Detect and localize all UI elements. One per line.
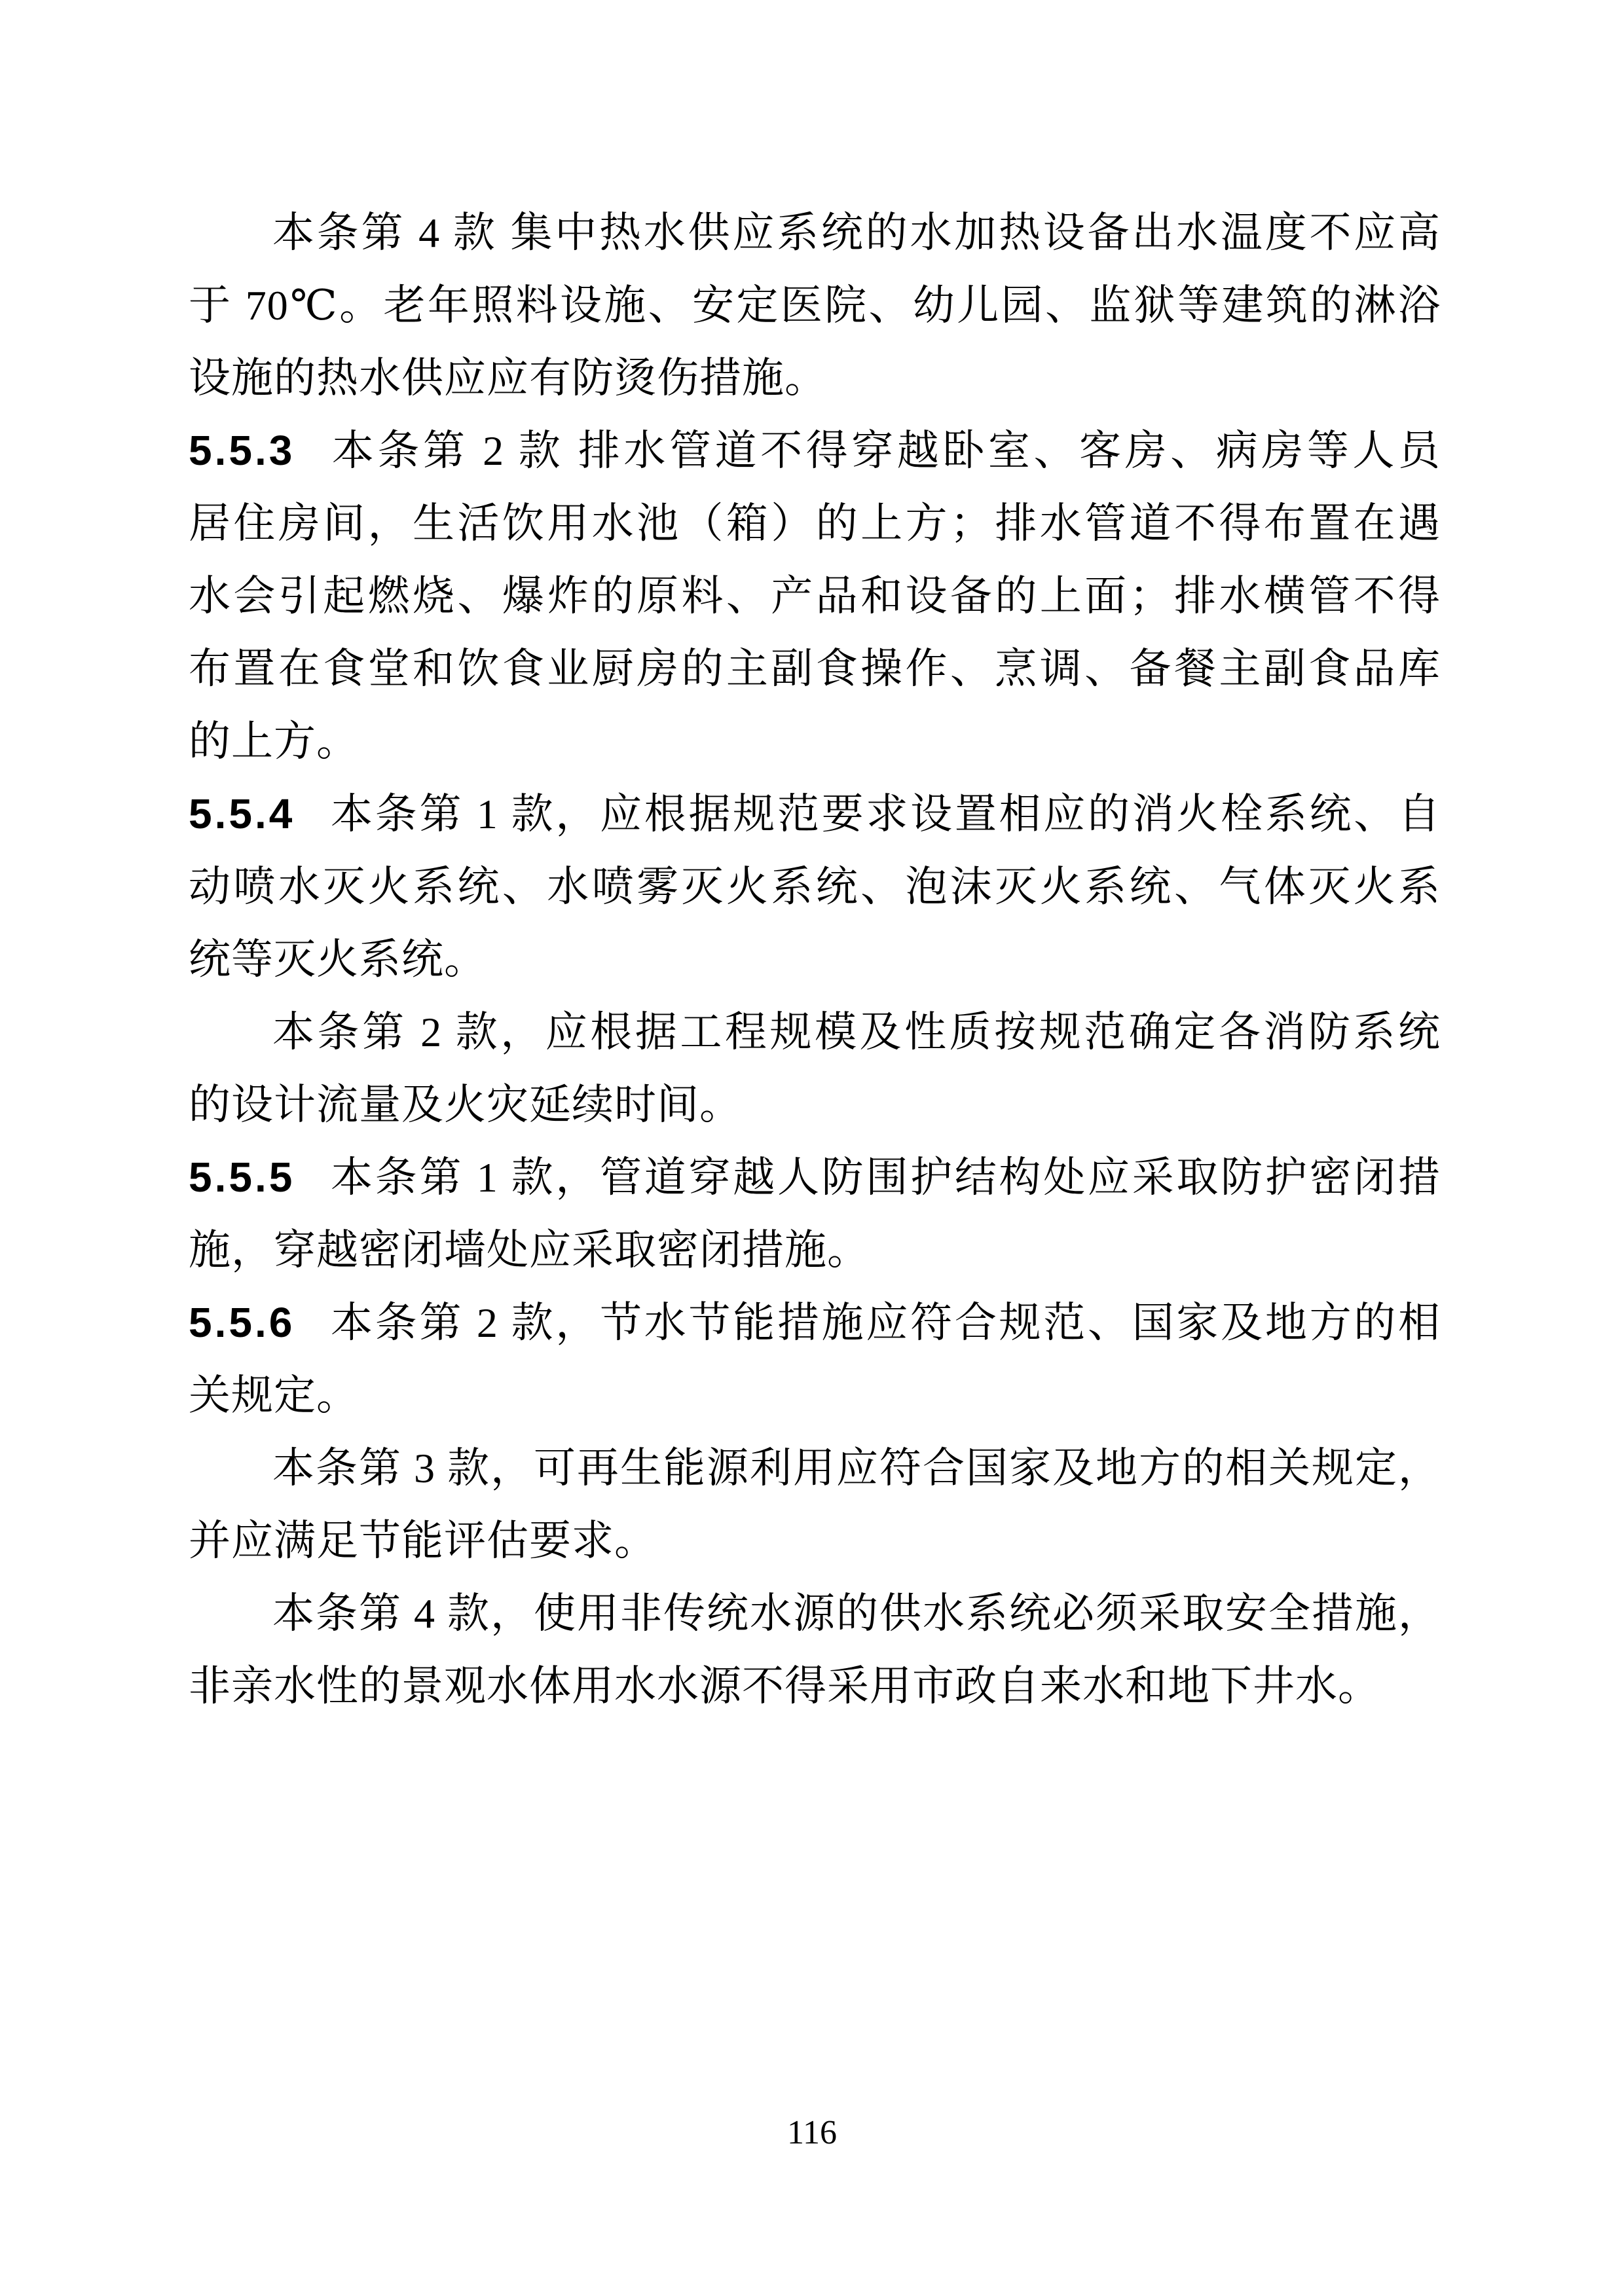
text-line <box>189 196 1441 269</box>
line-text: 布置在食堂和饮食业厨房的主副食操作、烹调、备餐主副食品库 <box>189 646 1441 692</box>
line-text: 本条第 1 款，应根据规范要求设置相应的消火栓系统、自 <box>329 791 1441 837</box>
text-line-section-5-5-5 <box>189 1141 1441 1214</box>
line-text: 关规定。 <box>189 1372 359 1419</box>
text-line <box>189 996 1441 1068</box>
text-line <box>189 487 1441 560</box>
text-line <box>189 1068 1441 1141</box>
text-line-section-5-5-6 <box>189 1286 1441 1359</box>
line-text: 统等灭火系统。 <box>189 936 487 983</box>
line-text: 本条第 2 款，节水节能措施应符合规范、国家及地方的相 <box>329 1300 1441 1346</box>
section-number: 5.5.6 <box>189 1299 295 1346</box>
text-line <box>189 1577 1441 1650</box>
text-line-section-5-5-4 <box>189 778 1441 850</box>
line-text: 并应满足节能评估要求。 <box>189 1518 657 1564</box>
text-line <box>189 560 1441 632</box>
text-line <box>189 1504 1441 1577</box>
line-text: 设施的热水供应应有防烫伤措施。 <box>189 355 827 401</box>
body-text <box>189 196 1441 1722</box>
text-line <box>189 1359 1441 1432</box>
line-text: 非亲水性的景观水体用水水源不得采用市政自来水和地下井水。 <box>189 1663 1380 1709</box>
line-text: 于 70℃。老年照料设施、安定医院、幼儿园、监狱等建筑的淋浴 <box>189 282 1441 329</box>
text-line-section-5-5-3 <box>189 414 1441 487</box>
page-number: 116 <box>786 2114 838 2151</box>
line-text: 本条第 2 款 排水管道不得穿越卧室、客房、病房等人员 <box>329 428 1441 474</box>
line-text: 本条第 3 款，可再生能源利用应符合国家及地方的相关规定， <box>272 1445 1441 1491</box>
section-number: 5.5.4 <box>189 790 295 837</box>
section-number: 5.5.5 <box>189 1154 295 1201</box>
line-text: 施，穿越密闭墙处应采取密闭措施。 <box>189 1227 870 1273</box>
text-line <box>189 342 1441 414</box>
text-line <box>189 1432 1441 1504</box>
text-line <box>189 1650 1441 1722</box>
text-line <box>189 850 1441 923</box>
line-text: 本条第 4 款 集中热水供应系统的水加热设备出水温度不应高 <box>272 210 1441 256</box>
line-text: 本条第 4 款，使用非传统水源的供水系统必须采取安全措施， <box>272 1590 1441 1637</box>
text-line <box>189 923 1441 996</box>
text-line <box>189 705 1441 778</box>
text-line <box>189 632 1441 705</box>
line-text: 居住房间，生活饮用水池（箱）的上方；排水管道不得布置在遇 <box>189 500 1441 547</box>
line-text: 的设计流量及火灾延续时间。 <box>189 1082 742 1128</box>
line-text: 水会引起燃烧、爆炸的原料、产品和设备的上面；排水横管不得 <box>189 573 1441 619</box>
line-text: 本条第 1 款，管道穿越人防围护结构处应采取防护密闭措 <box>329 1154 1441 1201</box>
section-number: 5.5.3 <box>189 427 295 474</box>
text-line <box>189 269 1441 342</box>
line-text: 本条第 2 款，应根据工程规模及性质按规范确定各消防系统 <box>272 1009 1441 1055</box>
line-text: 动喷水灭火系统、水喷雾灭火系统、泡沫灭火系统、气体灭火系 <box>189 864 1441 910</box>
line-text: 的上方。 <box>189 718 359 765</box>
text-line <box>189 1214 1441 1286</box>
